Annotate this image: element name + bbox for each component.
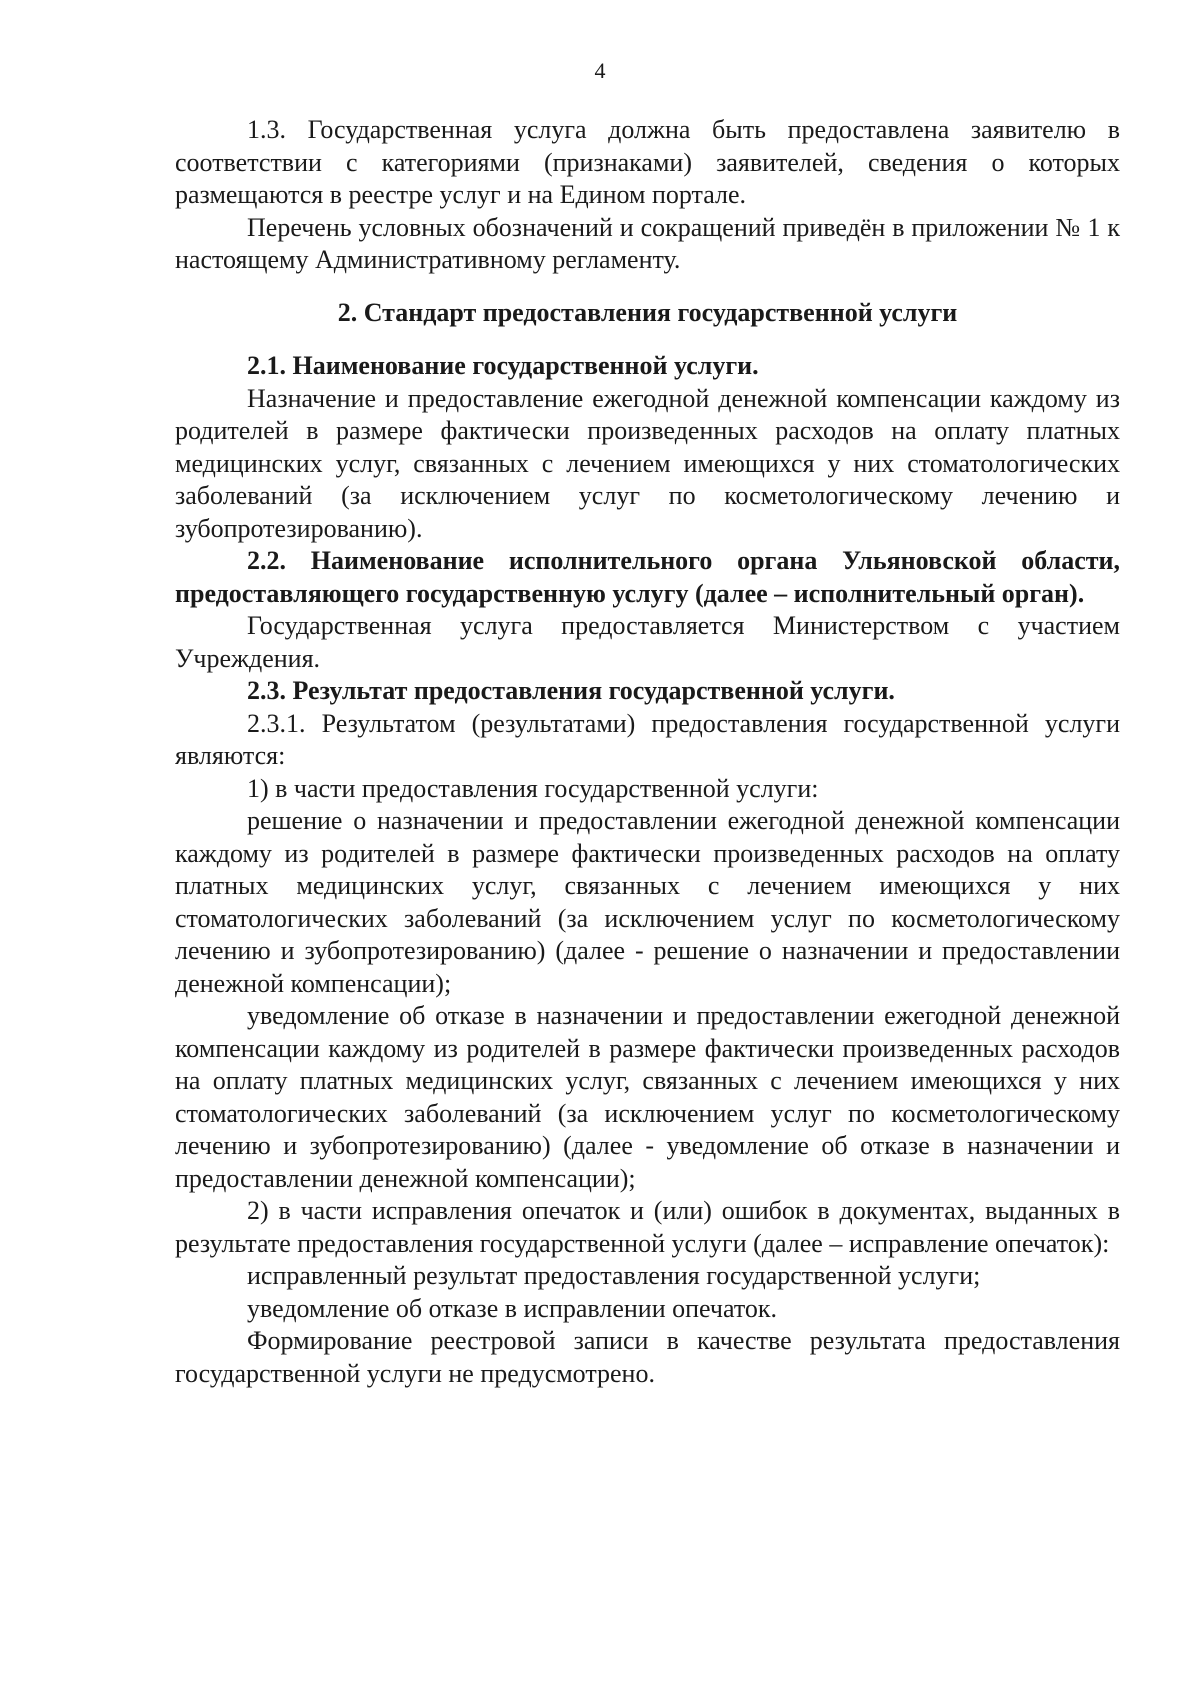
paragraph-part-1: 1) в части предоставления государственной услуги: bbox=[247, 773, 819, 803]
page-number: 4 bbox=[594, 58, 606, 83]
heading-2-2: 2.2. Наименование исполнительного органа Ульяновской области, предоставляющего государственную услугу (далее – исполнительный орган). bbox=[175, 546, 1120, 608]
paragraph-part-2: 2) в части исправления опечаток и (или) ошибок в документах, выданных в результате предоставления государственной услуги (далее – исправление опечаток): bbox=[175, 1196, 1120, 1258]
paragraph-abbreviations: Перечень условных обозначений и сокращений приведён в приложении № 1 к настоящему Административному регламенту. bbox=[175, 212, 1120, 274]
paragraph-2-1: Назначение и предоставление ежегодной денежной компенсации каждому из родителей в размере фактически произведенных расходов на оплату платных медицинских услуг, связанных с лечением имеющихся у них стоматологических заболеваний (за исключением услуг по косметологическому лечению и зубопротезированию). bbox=[175, 383, 1120, 543]
paragraph-correction-refusal: уведомление об отказе в исправлении опечаток. bbox=[247, 1293, 778, 1323]
paragraph-refusal-notice: уведомление об отказе в назначении и предоставлении ежегодной денежной компенсации каждому из родителей в размере фактически произведенных расходов на оплату платных медицинских услуг, связанных с лечением имеющихся у них стоматологических заболеваний (за исключением услуг по косметологическому лечению и зубопротезированию) (далее - уведомление об отказе в назначении и предоставлении денежной компенсации); bbox=[175, 1001, 1120, 1193]
paragraph-2-2: Государственная услуга предоставляется Министерством с участием Учреждения. bbox=[175, 611, 1120, 673]
paragraph-decision: решение о назначении и предоставлении ежегодной денежной компенсации каждому из родителей в размере фактически произведенных расходов на оплату платных медицинских услуг, связанных с лечением имеющихся у них стоматологических заболеваний (за исключением услуг по косметологическому лечению и зубопротезированию) (далее - решение о назначении и предоставлении денежной компенсации); bbox=[175, 806, 1120, 998]
paragraph-1-3: 1.3. Государственная услуга должна быть предоставлена заявителю в соответствии с категориями (признаками) заявителей, сведения о которых размещаются в реестре услуг и на Едином портале. bbox=[175, 115, 1120, 209]
heading-2-3: 2.3. Результат предоставления государственной услуги. bbox=[247, 676, 895, 705]
document-body bbox=[175, 114, 1120, 1390]
paragraph-corrected-result: исправленный результат предоставления государственной услуги; bbox=[247, 1261, 981, 1290]
heading-2-1: 2.1. Наименование государственной услуги. bbox=[247, 351, 759, 380]
paragraph-registry-record: Формирование реестровой записи в качестве результата предоставления государственной услуги не предусмотрено. bbox=[175, 1326, 1120, 1388]
section-2-title: 2. Стандарт предоставления государственной услуги bbox=[337, 297, 958, 327]
paragraph-2-3-1: 2.3.1. Результатом (результатами) предоставления государственной услуги являются: bbox=[175, 708, 1120, 770]
